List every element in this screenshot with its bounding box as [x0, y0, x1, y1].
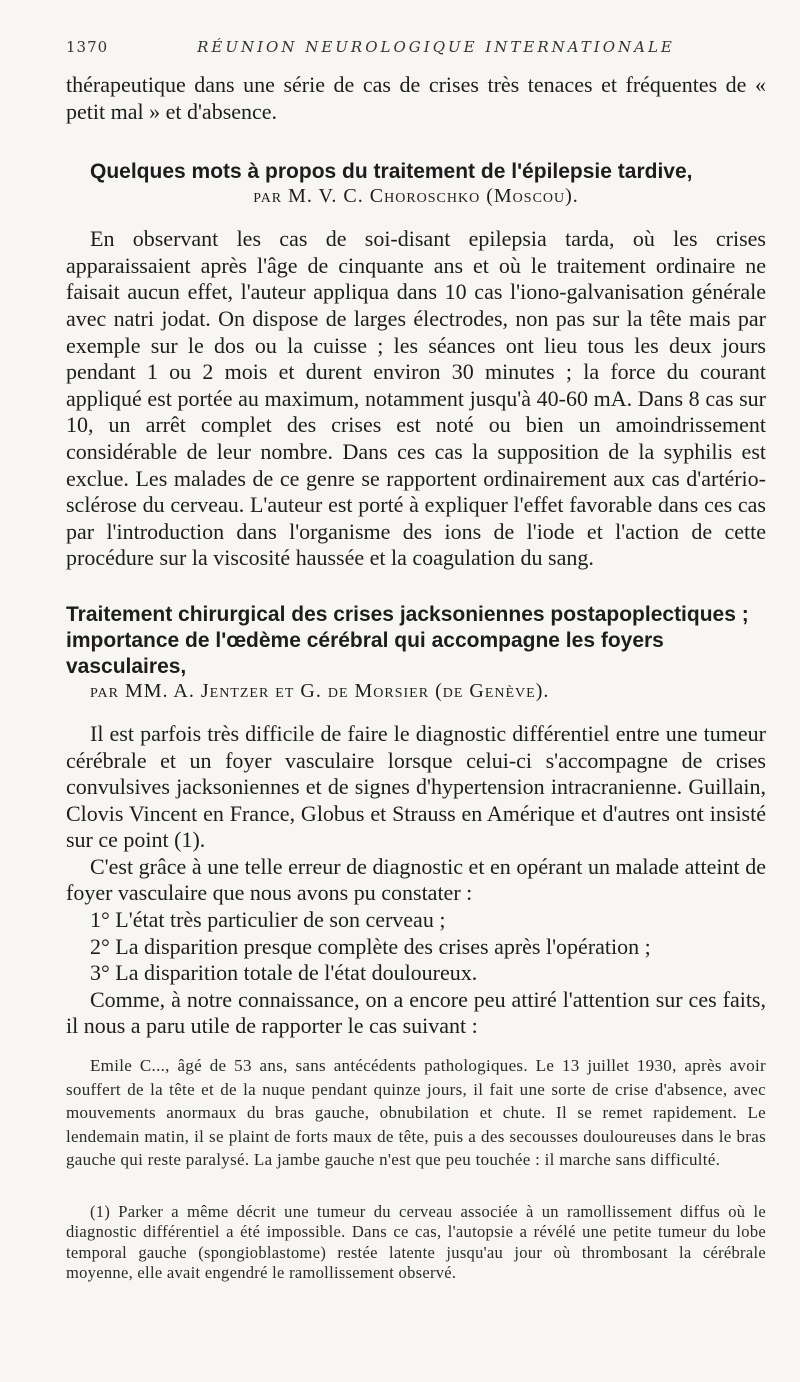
list-item: 1° L'état très particulier de son cerveau ;: [90, 907, 446, 933]
list-item: 2° La disparition presque complète des crises après l'opération ;: [90, 933, 651, 959]
list-item: 3° La disparition totale de l'état douloureux.: [90, 960, 478, 986]
section-title: Quelques mots à propos du traitement de l'épilepsie tardive,: [90, 160, 693, 184]
section-crises-jacksoniennes: [66, 602, 766, 703]
section-epilepsie-tardive: [66, 159, 766, 208]
running-header: [66, 38, 766, 72]
section-paragraph: C'est grâce à une telle erreur de diagnostic et en opérant un malade atteint de foyer vasculaire que nous avons pu constater :: [66, 853, 766, 906]
section-paragraph: Comme, à notre connaissance, on a encore peu attiré l'attention sur ces faits, il nous a paru utile de rapporter le cas suivant :: [66, 986, 766, 1039]
section-byline: par M. V. C. Choroschko (Moscou).: [253, 185, 579, 208]
page-number: 1370: [66, 38, 109, 56]
footnote: (1) Parker a même décrit une tumeur du cerveau associée à un ramollissement diffus où le diagnostic différentiel a été impossible. Dans ce cas, l'autopsie a révélé une petite tumeur du lobe temporal gauche (spongioblastome) restée latente jusqu'au jour où thrombosant la cérébrale moyenne, elle avait engendré le ramollissement observé.: [66, 1201, 766, 1283]
section-title: Traitement chirurgical des crises jacksoniennes postapoplectiques ; importance de l'œdème cérébral qui accompagne les foyers vasculaires,: [66, 602, 749, 678]
section-paragraph: Il est parfois très difficile de faire le diagnostic différentiel entre une tumeur cérébrale et un foyer vasculaire lorsque celui-ci s'accompagne de crises convulsives jacksoniennes et de signes d'hypertension intracranienne. Guillain, Clovis Vincent en France, Globus et Strauss en Amérique et d'autres ont insisté sur ce point (1).: [66, 720, 766, 853]
case-report: Emile C..., âgé de 53 ans, sans antécédents pathologiques. Le 13 juillet 1930, après avoir souffert de la tête et de la nuque pendant quinze jours, il fait une sorte de crise d'absence, avec mouvements anormaux du bras gauche, obnubilation et chute. Il se remet rapidement. Le lendemain matin, il se plaint de forts maux de tête, puis a des secousses douloureuses dans le bras gauche qui reste paralysé. La jambe gauche n'est que peu touchée : il marche sans difficulté.: [66, 1056, 766, 1170]
running-title: RÉUNION NEUROLOGIQUE INTERNATIONALE: [197, 38, 675, 56]
section-byline: par MM. A. Jentzer et G. de Morsier (de Genève).: [90, 679, 550, 702]
section-paragraph: En observant les cas de soi-disant epilepsia tarda, où les crises apparaissaient après l'âge de cinquante ans et où le traitement ordinaire ne faisait aucun effet, l'auteur appliqua dans 10 cas l'iono-galvanisation générale avec natri jodat. On dispose de larges électrodes, non pas sur la tête mais par exemple sur le dos ou la cuisse ; les séances ont lieu tous les deux jours pendant 1 ou 2 mois et durent environ 30 minutes ; la force du courant appliqué est portée au maximum, notamment jusqu'à 40-60 mA. Dans 8 cas sur 10, un arrêt complet des crises est noté ou bien un amoindrissement considérable de leur nombre. Dans ces cas la supposition de la syphilis est exclue. Les malades de ce genre se rapportent ordinairement aux cas d'artério-sclérose du cerveau. L'auteur est porté à expliquer l'effet favorable dans ces cas par l'introduction dans l'organisme des ions de l'iode et l'action de cette procédure sur la viscosité haussée et la coagulation du sang.: [66, 226, 766, 571]
intro-paragraph: thérapeutique dans une série de cas de crises très tenaces et fréquentes de « petit mal » et d'absence.: [66, 72, 766, 124]
